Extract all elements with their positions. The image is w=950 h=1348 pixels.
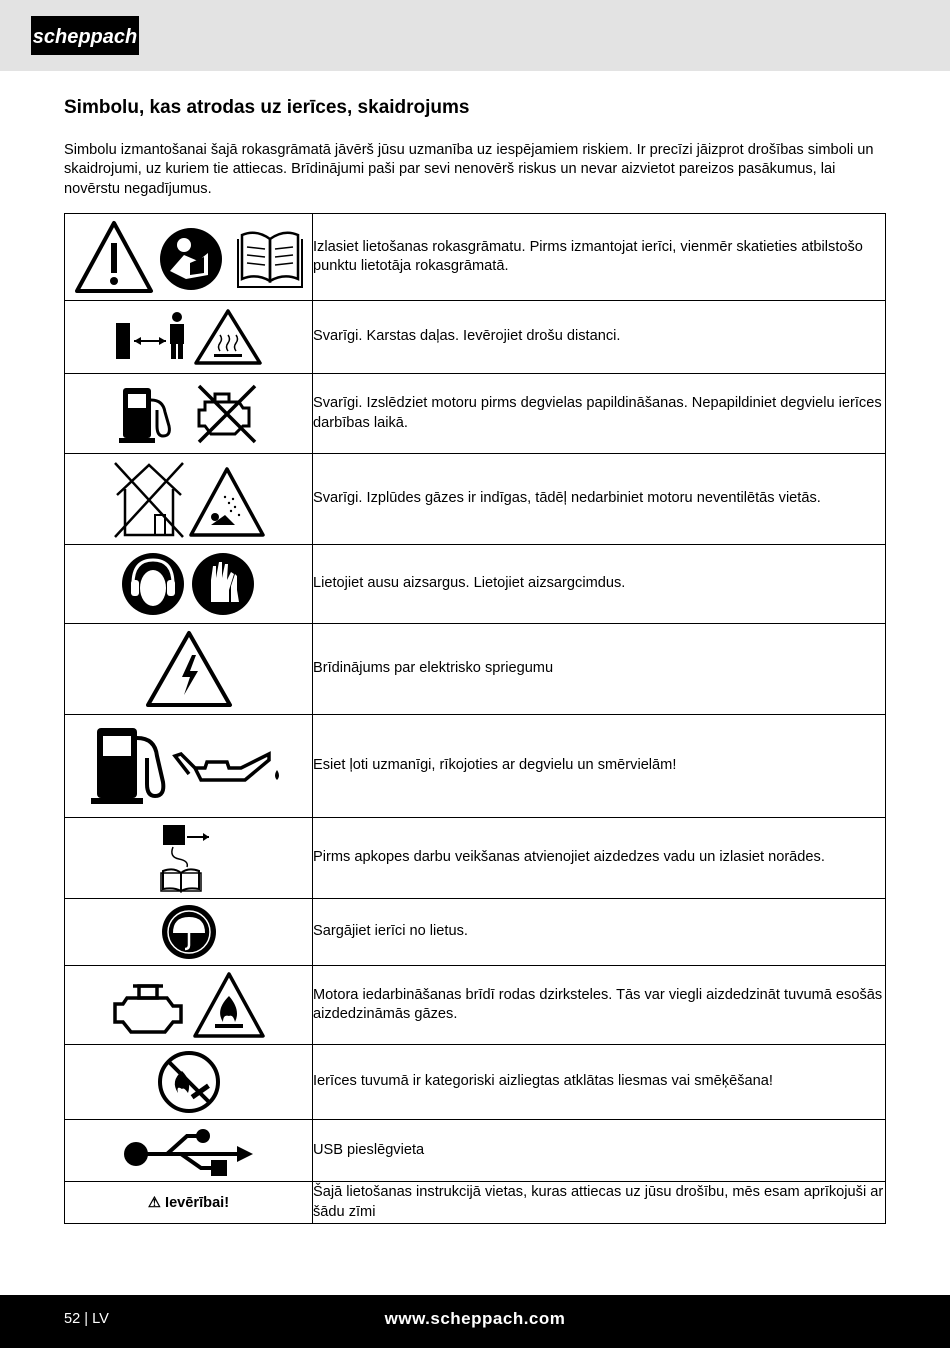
symbol-description: Šajā lietošanas instrukcijā vietas, kuras attiecas uz jūsu drošību, mēs esam aprīkojuši ar šādu zīmi: [313, 1182, 886, 1224]
umbrella-icon: [162, 905, 216, 959]
symbol-description: USB pieslēgvieta: [313, 1120, 886, 1182]
table-row: [65, 454, 886, 545]
symbol-description: Svarīgi. Izplūdes gāzes ir indīgas, tādēļ nedarbiniet motoru neventilētās vietās.: [313, 454, 886, 545]
attention-label: ⚠ Ievērībai!: [147, 1194, 230, 1211]
hot-surface-icon: [196, 311, 260, 363]
page-header: [0, 0, 950, 71]
warning-triangle-icon: [77, 223, 151, 291]
symbol-cell: [65, 624, 313, 715]
oil-can-icon: [175, 754, 279, 780]
symbol-cell: [65, 715, 313, 818]
symbol-cell: [65, 818, 313, 899]
table-row: [65, 624, 886, 715]
engine-off-icon: [199, 386, 255, 442]
symbol-cell: [65, 301, 313, 374]
toxic-fumes-icon: [191, 469, 263, 535]
symbol-cell: [65, 454, 313, 545]
symbol-cell: [65, 374, 313, 454]
open-book-icon: [238, 233, 302, 287]
table-row: [65, 1045, 886, 1120]
symbols-table: [64, 213, 886, 1224]
symbol-description: Esiet ļoti uzmanīgi, rīkojoties ar degvielu un smērvielām!: [313, 715, 886, 818]
symbol-description: Ierīces tuvumā ir kategoriski aizliegtas atklātas liesmas vai smēķēšana!: [313, 1045, 886, 1120]
table-row: [65, 715, 886, 818]
symbol-description: Brīdinājums par elektrisko spriegumu: [313, 624, 886, 715]
table-row: [65, 214, 886, 301]
engine-icon: [115, 986, 181, 1032]
symbol-description: Pirms apkopes darbu veikšanas atvienojiet aizdedzes vadu un izlasiet norādes.: [313, 818, 886, 899]
ear-protection-icon: [122, 553, 184, 615]
symbol-cell: [65, 545, 313, 624]
table-row: [65, 1120, 886, 1182]
table-row: [65, 374, 886, 454]
symbol-cell: [65, 1045, 313, 1120]
symbol-description: Sargājiet ierīci no lietus.: [313, 899, 886, 966]
table-row: [65, 1182, 886, 1224]
no-open-flame-icon: [160, 1053, 218, 1111]
usb-icon: [124, 1129, 253, 1176]
page-number: 52 | LV: [64, 1311, 109, 1327]
symbol-description: Motora iedarbināšanas brīdī rodas dzirksteles. Tās var viegli aizdedzināt tuvumā esošās aizdedzināmās gāzes.: [313, 966, 886, 1045]
symbol-cell: [65, 1182, 313, 1224]
table-row: [65, 899, 886, 966]
flammable-icon: [195, 974, 263, 1036]
table-row: [65, 301, 886, 374]
symbol-description: Svarīgi. Karstas daļas. Ievērojiet drošu distanci.: [313, 301, 886, 374]
electric-shock-icon: [148, 633, 230, 705]
gloves-icon: [192, 553, 254, 615]
svg-text:scheppach: scheppach: [32, 26, 138, 48]
safety-distance-icon: [116, 312, 184, 359]
page-footer: [0, 1295, 950, 1348]
table-row: [65, 545, 886, 624]
spark-plug-disconnect-icon: [161, 825, 209, 891]
symbol-cell: [65, 899, 313, 966]
symbol-cell: [65, 1120, 313, 1182]
page-title: Simbolu, kas atrodas uz ierīces, skaidrojums: [64, 97, 470, 118]
fuel-pump-icon: [119, 388, 169, 443]
table-row: [65, 818, 886, 899]
website-url: www.scheppach.com: [384, 1309, 566, 1328]
symbol-description: Svarīgi. Izslēdziet motoru pirms degvielas papildināšanas. Nepapildiniet degvielu ierīces darbības laikā.: [313, 374, 886, 454]
scheppach-logo: [31, 16, 139, 55]
symbol-cell: [65, 966, 313, 1045]
fuel-pump-icon: [91, 728, 163, 804]
symbol-description: Lietojiet ausu aizsargus. Lietojiet aizsargcimdus.: [313, 545, 886, 624]
symbol-description: Izlasiet lietošanas rokasgrāmatu. Pirms izmantojat ierīci, vienmēr skatieties atbilstošo punktu lietotāja rokasgrāmatā.: [313, 214, 886, 301]
table-row: [65, 966, 886, 1045]
intro-paragraph: Simbolu izmantošanai šajā rokasgrāmatā jāvērš jūsu uzmanība uz iespējamiem riskiem. Ir precīzi jāizprot drošības simboli un skaidrojumi, uz kuriem tie attiecas. Brīdinājumi paši par sevi nenovērš riskus un nevar aizvietot pareizos pasākumus, lai novērstu negadījumus.: [64, 142, 874, 197]
no-indoor-use-icon: [115, 463, 183, 537]
symbol-cell: [65, 214, 313, 301]
read-manual-icon: [160, 228, 222, 290]
